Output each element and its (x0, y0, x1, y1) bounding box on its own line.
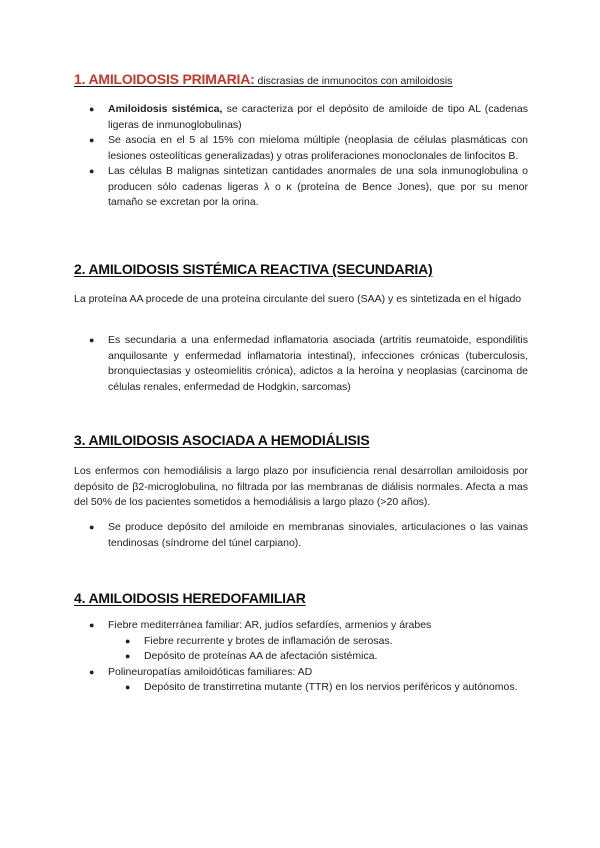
section1-list (89, 102, 528, 211)
bullet-icon: ● (125, 682, 131, 692)
bullet-icon: ● (125, 635, 131, 646)
list-item-text: Fiebre mediterránea familiar: AR, judíos sefardíes, armenios y árabes (108, 619, 432, 631)
section3-list (89, 520, 528, 551)
list-item (89, 102, 528, 133)
bullet-icon: ● (89, 135, 95, 145)
section1-title: 1. AMILOIDOSIS PRIMARIA: (74, 71, 255, 87)
list-item (89, 133, 528, 164)
list-item (89, 618, 528, 665)
bullet-icon: ● (89, 166, 95, 176)
list-item (89, 665, 528, 696)
sublist (108, 634, 528, 665)
list-item-text: Se produce depósito del amiloide en membranas sinoviales, articulaciones o las vainas tendinosas (síndrome del túnel carpiano). (108, 521, 528, 549)
list-item (89, 333, 528, 395)
bullet-icon: ● (89, 104, 95, 114)
list-item-text: se caracteriza por el depósito de amiloide de tipo AL (cadenas ligeras de inmunoglobulinas) (108, 103, 528, 131)
section3-paragraph: Los enfermos con hemodiálisis a largo plazo por insuficiencia renal desarrollan amiloidosis por depósito de β2-microglobulina, no filtrada por las membranas de diálisis normales. Afecta a mas del 50% de los pacientes sometidos a hemodiálisis a largo plazo (>20 años). (74, 465, 528, 508)
sublist-item-text: Depósito de proteínas AA de afectación sistémica. (144, 650, 378, 662)
bullet-icon: ● (89, 620, 95, 630)
bullet-icon: ● (89, 522, 95, 532)
list-item (89, 520, 528, 551)
list-item-text: Se asocia en el 5 al 15% con mieloma múltiple (neoplasia de células plasmáticas con lesiones osteolíticas generalizadas) y otras proliferaciones monoclonales de linfocitos B. (108, 134, 528, 162)
sublist-item (108, 649, 528, 665)
sublist-item-text: Depósito de transtirretina mutante (TTR) en los nervios periféricos y autónomos. (144, 681, 518, 693)
bullet-icon: ● (89, 666, 95, 677)
section3-heading: 3. AMILOIDOSIS ASOCIADA A HEMODIÁLISIS (74, 432, 370, 448)
section1-heading (74, 71, 452, 87)
sublist (108, 680, 528, 696)
sublist-item (108, 680, 528, 696)
list-item-text: Polineuropatías amiloidóticas familiares: AD (108, 665, 313, 678)
list-item (89, 164, 528, 211)
section4-list (89, 618, 528, 696)
section2-list (89, 333, 528, 395)
section2-paragraph: La proteína AA procede de una proteína circulante del suero (SAA) y es sintetizada en el hígado (74, 293, 522, 305)
list-item-text: Las células B malignas sintetizan cantidades anormales de una sola inmunoglobulina o producen sólo cadenas ligeras λ o κ (proteína de Bence Jones), que por su menor tamaño se excretan por la orina. (108, 165, 528, 208)
bullet-icon: ● (89, 335, 95, 345)
sublist-item (108, 634, 528, 650)
list-item-bold: Amiloidosis sistémica, (108, 103, 223, 115)
list-item-text: Es secundaria a una enfermedad inflamatoria asociada (artritis reumatoide, espondilitis anquilosante y enfermedad inflamatoria intestinal), infecciones crónicas (tuberculosis, bronquiectasias y osteomielitis crónica), adictos a la heroína y neoplasias (carcinoma de células renales, enfermedad de Hodgkin, sarcomas) (108, 334, 528, 393)
section1-subtitle: discrasias de inmunocitos con amiloidosis (254, 75, 453, 87)
section2-heading: 2. AMILOIDOSIS SISTÉMICA REACTIVA (SECUNDARIA) (74, 261, 433, 277)
bullet-icon: ● (125, 651, 131, 661)
sublist-item-text: Fiebre recurrente y brotes de inflamación de serosas. (144, 634, 393, 647)
section4-heading: 4. AMILOIDOSIS HEREDOFAMILIAR (74, 590, 306, 606)
